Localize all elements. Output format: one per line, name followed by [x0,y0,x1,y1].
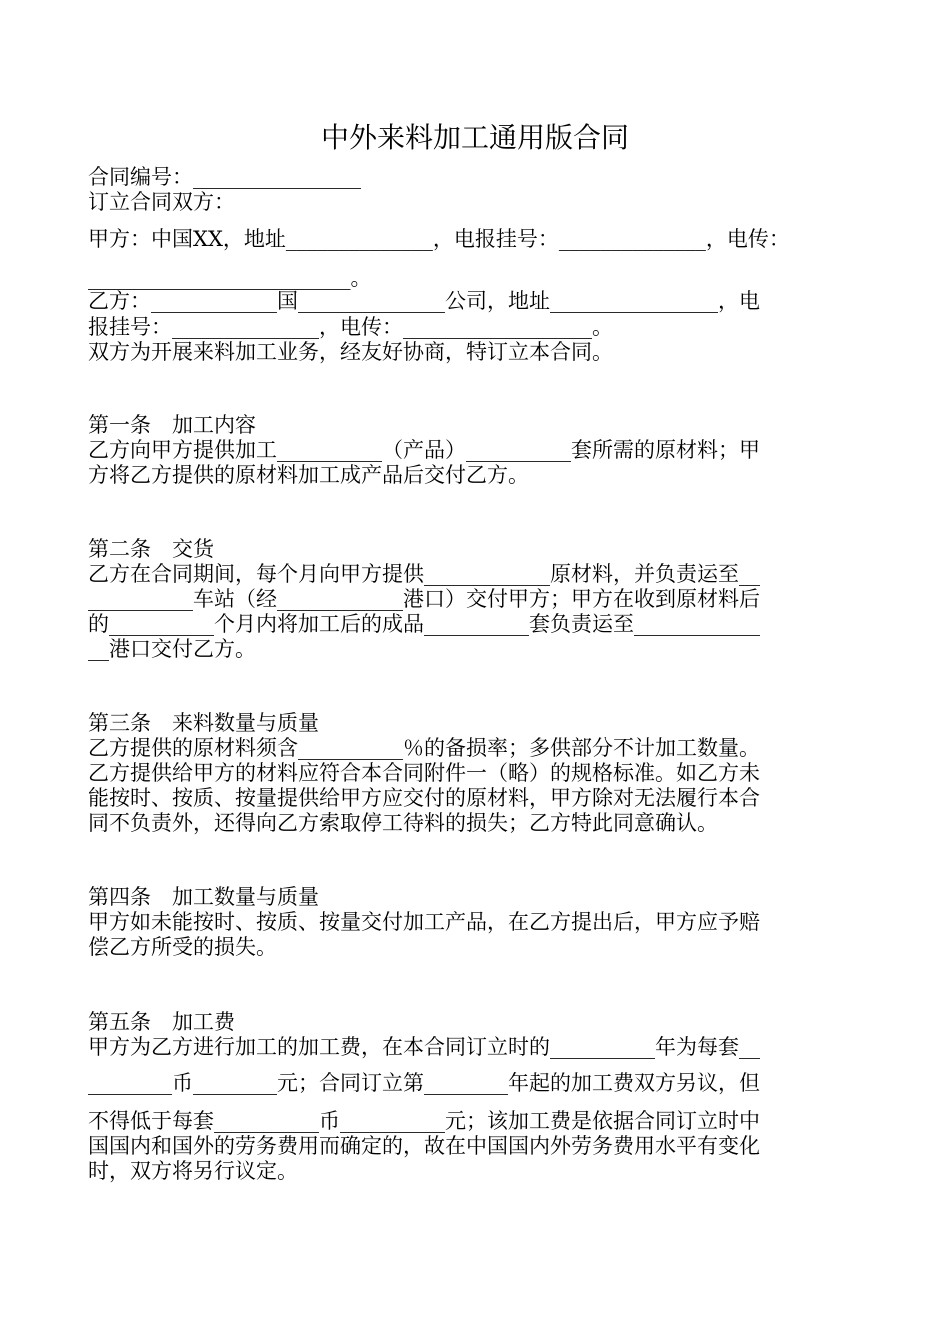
article-line: 乙方向甲方提供加工__________（产品）__________套所需的原材料；甲 [88,438,760,462]
article-heading: 第三条 来料数量与质量 [88,711,319,735]
article-line: 方将乙方提供的原材料加工成产品后交付乙方。 [88,463,529,487]
article-line: 时，双方将另行议定。 [88,1159,298,1183]
article-line: 乙方提供的原材料须含__________％的备损率；多供部分不计加工数量。 [88,736,760,760]
article-heading: 第五条 加工费 [88,1010,235,1034]
article-line: 不得低于每套__________币__________元；该加工费是依据合同订立时中 [88,1109,760,1133]
preamble-line: 双方为开展来料加工业务，经友好协商，特订立本合同。 [88,340,613,364]
article-line: 乙方提供给甲方的材料应符合本合同附件一（略）的规格标准。如乙方未 [88,761,760,785]
article-line: __港口交付乙方。 [88,637,256,661]
article-line: 能按时、按质、按量提供给甲方应交付的原材料，甲方除对无法履行本合 [88,786,760,810]
document-title: 中外来料加工通用版合同 [320,121,629,154]
article-line: 偿乙方所受的损失。 [88,935,277,959]
article-heading: 第四条 加工数量与质量 [88,885,319,909]
party-b-line: 乙方：____________国______________公司，地址________________，电 [88,289,760,313]
article-line: __________车站（经____________港口）交付甲方；甲方在收到原材料后 [88,587,760,611]
article-line: 国国内和国外的劳务费用而确定的，故在中国国内外劳务费用水平有变化 [88,1134,760,1158]
article-heading: 第二条 交货 [88,537,214,561]
article-heading: 第一条 加工内容 [88,413,256,437]
article-line: 同不负责外，还得向乙方索取停工待料的损失；乙方特此同意确认。 [88,811,718,835]
contract-number-line: 合同编号：________________ [88,165,361,189]
party-a-line: _________________________。 [88,266,372,290]
party-b-line: 报挂号：______________，电传：__________________。 [88,315,613,339]
article-line: 甲方如未能按时、按质、按量交付加工产品，在乙方提出后，甲方应予赔 [88,910,760,934]
article-line: 甲方为乙方进行加工的加工费，在本合同订立时的__________年为每套__ [88,1035,760,1059]
article-line: 的__________个月内将加工后的成品__________套负责运至____________ [88,612,760,636]
article-line: 乙方在合同期间，每个月向甲方提供____________原材料，并负责运至__ [88,562,760,586]
parties-label: 订立合同双方： [88,190,235,214]
article-line: ________币________元；合同订立第________年起的加工费双方另议，但 [88,1071,760,1095]
party-a-line: 甲方：中国XX，地址______________，电报挂号：______________，电传： [88,227,790,251]
